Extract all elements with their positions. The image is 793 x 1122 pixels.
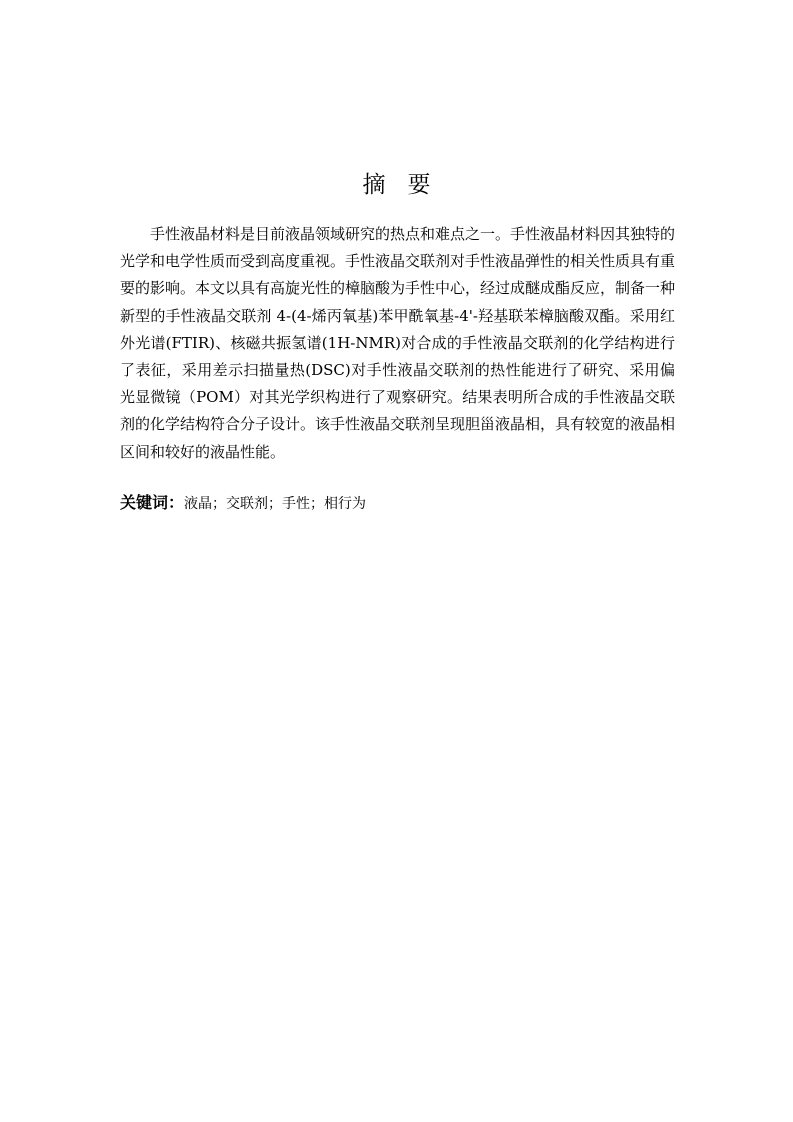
- abstract-title: 摘要: [362, 172, 453, 198]
- keywords-line: [120, 491, 675, 516]
- keywords-list: 液晶；交联剂；手性；相行为: [184, 496, 367, 512]
- keywords-label: 关键词：: [120, 493, 185, 512]
- abstract-paragraph: 手性液晶材料是目前液晶领域研究的热点和难点之一。手性液晶材料因其独特的光学和电学性质而受到高度重视。手性液晶交联剂对手性液晶弹性的相关性质具有重要的影响。本文以具有高旋光性的樟脑酸为手性中心，经过成醚成酯反应，制备一种新型的手性液晶交联剂 4-(4-烯丙氧基)苯甲酰氧基-4'-羟基联苯樟脑酸双酯。采用红外光谱(FTIR)、核磁共振氢谱(1H-NMR)对合成的手性液晶交联剂的化学结构进行了表征，采用差示扫描量热(DSC)对手性液晶交联剂的热性能进行了研究、采用偏光显微镜（POM）对其光学织构进行了观察研究。结果表明所合成的手性液晶交联剂的化学结构符合分子设计。该手性液晶交联剂呈现胆甾液晶相，具有较宽的液晶相区间和较好的液晶性能。: [120, 225, 676, 461]
